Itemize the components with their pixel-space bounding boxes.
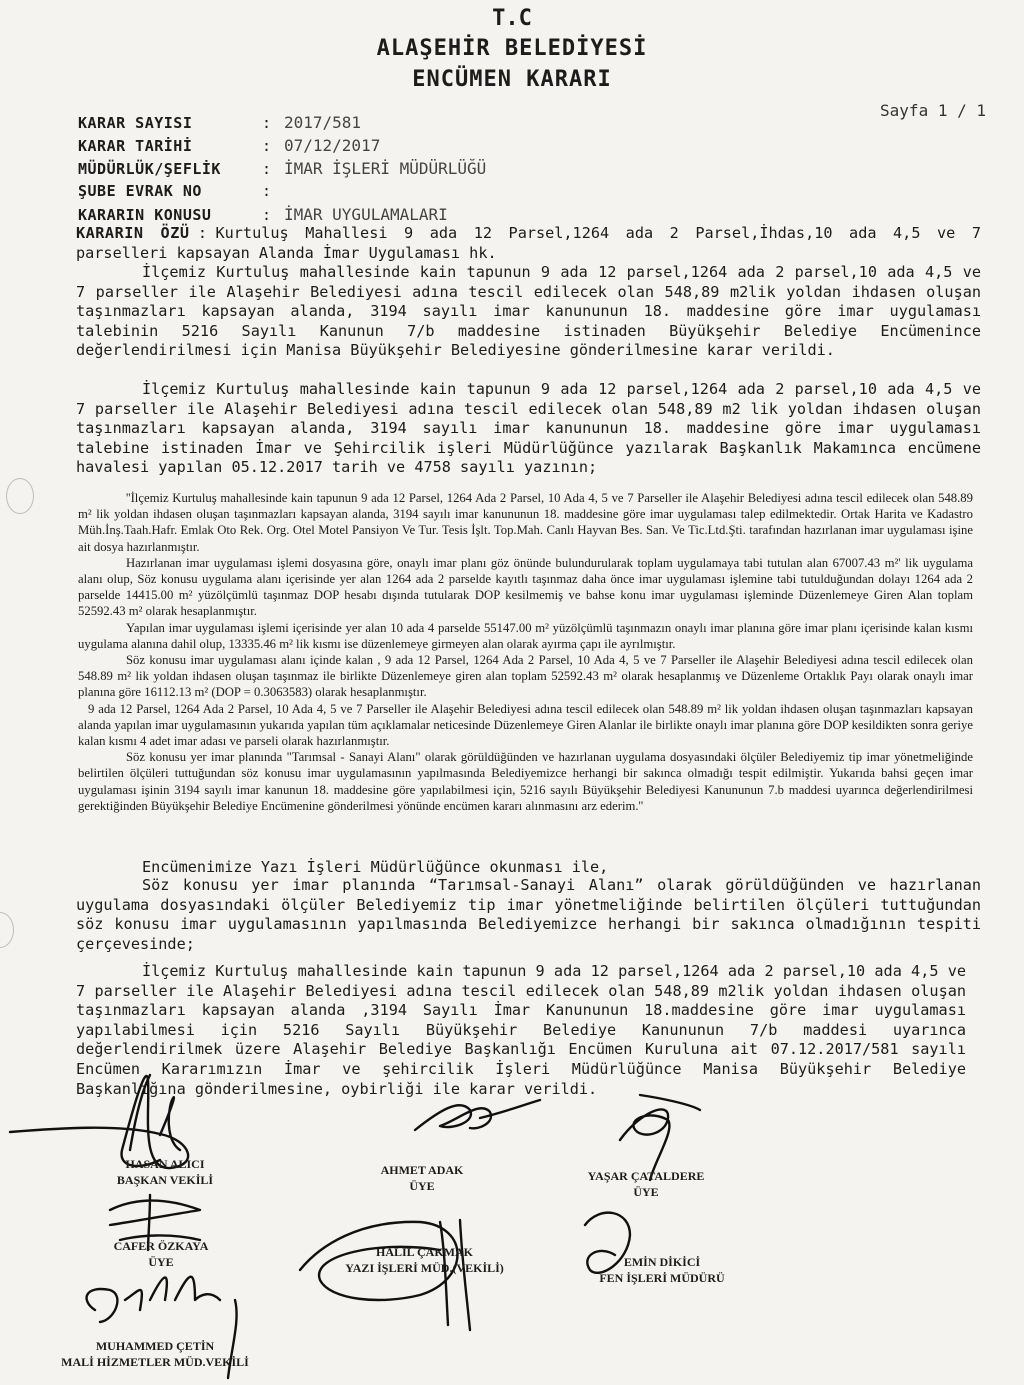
signatory-title: ÜYE bbox=[633, 1185, 659, 1199]
signatory-name: EMİN DİKİCİ bbox=[623, 1255, 701, 1269]
meta-value: İMAR UYGULAMALARI bbox=[284, 205, 448, 224]
meta-row-kararin-konusu: KARARIN KONUSU : İMAR UYGULAMALARI bbox=[78, 205, 448, 224]
quote-paragraph-5: 9 ada 12 Parsel, 1264 Ada 2 Parsel, 10 Ada 4, 5 ve 7 Parseller ile Alaşehir Belediyesi adına tescil edilecek olan 548.89 m² lik yoldan ihdasen oluşan taşınmazları kapsayan alanda yapılan imar uygulamasının yukarıda yapılan tüm açıklamalar neticesinde Düzenlemeye Giren Alanlar ile birlikte onaylı imar planına göre DOP kesildikten sonra geriye kalan kısmı 4 adet imar adası ve parseli olarak hazırlanmıştır. bbox=[78, 701, 973, 749]
signatory-title: FEN İŞLERİ MÜDÜRÜ bbox=[599, 1271, 725, 1285]
quoted-letter bbox=[78, 490, 973, 814]
meta-row-sube-evrak-no: ŞUBE EVRAK NO : bbox=[78, 182, 272, 200]
meta-label: KARAR SAYISI bbox=[78, 114, 193, 132]
quote-paragraph-1: ''İlçemiz Kurtuluş mahallesinde kain tapunun 9 ada 12 Parsel, 1264 Ada 2 Parsel, 10 Ada 4, 5 ve 7 Parseller ile Alaşehir Belediyesi adına tescil edilecek olan 548.89 m² lik yoldan ihdasen oluşan taşınmazları kapsayan alanda, 3194 sayılı imar kanununun 18. maddesine göre imar uygulaması talep edilmektedir. Ortak Harita ve Kadastro Müh.İnş.Taah.Hafr. Emlak Oto Rek. Org. Otel Motel Pansiyon Ve Tur. Tesis İşlt. Top.Mah. Canlı Hayvan Bes. San. Ve Tic.Ltd.Şti. tarafından hazırlanan imar uygulaması işine ait dosya hazırlanmıştır. bbox=[78, 491, 973, 554]
meta-row-karar-tarihi: KARAR TARİHİ : 07/12/2017 bbox=[78, 136, 381, 155]
meta-label: ŞUBE EVRAK NO bbox=[78, 182, 202, 200]
signatory-name: HALİL ÇAKMAK bbox=[375, 1245, 473, 1259]
signatory-title: YAZI İŞLERİ MÜD.(VEKİLİ) bbox=[345, 1261, 504, 1275]
municipality-heading: ALAŞEHİR BELEDİYESİ bbox=[376, 36, 648, 61]
meta-value: İMAR İŞLERİ MÜDÜRLÜĞÜ bbox=[284, 159, 487, 178]
country-heading: T.C bbox=[492, 6, 532, 31]
paragraph-2: İlçemiz Kurtuluş mahallesinde kain tapunun 9 ada 12 parsel,1264 ada 2 parsel,10 ada 4,5 ve 7 parseller ile Alaşehir Belediyesi adına tescil edilecek olan 548,89 m2 lik yoldan ihdasen oluşan taşınmazları kapsayan alanda, 3194 sayılı imar kanununun 18. maddesine göre imar uygulaması talebine istinaden İmar ve Şehircilik işleri Müdürlüğünce yazılarak Başkanlık Makamınca encümene havalesi yapılan 05.12.2017 tarih ve 4758 sayılı yazının; bbox=[76, 380, 981, 477]
signatory-title: BAŞKAN VEKİLİ bbox=[116, 1173, 214, 1187]
paragraph-5: İlçemiz Kurtuluş mahallesinde kain tapunun 9 ada 12 parsel,1264 ada 2 parsel,10 ada 4,5 ve 7 parseller ile Alaşehir Belediyesi adına tescil edilecek olan 548,89 m2lik yoldan ihdasen oluşan taşınmazları kapsayan alanda ,3194 Sayılı İmar Kanununun 18.maddesine göre imar uygulaması yapılabilmesi için 5216 Sayılı Büyükşehir Belediye Kanununun 7/b maddesi uyarınca değerlendirilmek üzere Alaşehir Belediye Başkanlığı Encümen Kuruluna ait 07.12.2017/581 sayılı Encümen Kararımızın İmar ve şehircilik İşleri Müdürlüğünce Manisa Büyükşehir Belediye Başkanlığına gönderilmesine, oybirliği ile karar verildi. bbox=[76, 962, 966, 1098]
quote-paragraph-2: Hazırlanan imar uygulaması işlemi dosyasına göre, onaylı imar planı göz önünde bulundurularak toplam uygulamaya tabi tutulan alan 67007.43 m²' lik uygulama alanı olup, Söz konusu uygulama alanı içerisinde yer alan 1264 ada 2 parselde kayıtlı taşınmaz daha önce imar uygulaması işlemine tabi tutulduğundan dolayı 1264 ada 2 parselde 14415.00 m² yüzölçümlü taşınmaz DOP hesabı dışında tutularak DOP kesilmemiş ve bahse konu imar uygulaması işleminde Düzenlemeye Giren Alan toplam 52592.43 m² olarak hesaplanmıştır. bbox=[78, 555, 973, 619]
signatory-uye-ozkaya bbox=[96, 1238, 226, 1270]
signatory-name: CAFER ÖZKAYA bbox=[113, 1239, 209, 1253]
signatory-baskan bbox=[100, 1156, 230, 1188]
paragraph-1: İlçemiz Kurtuluş mahallesinde kain tapunun 9 ada 12 parsel,1264 ada 2 parsel,10 ada 4,5 ve 7 parseller ile Alaşehir Belediyesi adına tescil edilecek olan 548,89 m2lik yoldan ihdasen oluşan taşınmazları kapsayan alanda, 3194 sayılı imar kanununun 18. maddesine göre imar uygulaması talebinin 5216 Sayılı Kanunun 7/b maddesine istinaden Büyükşehir Belediye Encümenince değerlendirilmesi için Manisa Büyükşehir Belediyesine gönderilmesine karar verildi. bbox=[76, 263, 981, 360]
summary-label: KARARIN ÖZÜ bbox=[76, 224, 190, 242]
signatory-name: AHMET ADAK bbox=[380, 1163, 464, 1177]
document-title: ENCÜMEN KARARI bbox=[412, 67, 612, 92]
signatory-mali-hizmetler bbox=[30, 1338, 280, 1370]
meta-row-karar-sayisi: KARAR SAYISI : 2017/581 bbox=[78, 113, 362, 132]
summary-text: Kurtuluş Mahallesi 9 ada 12 Parsel,1264 ada 2 Parsel,İhdas,10 ada 4,5 ve 7 parselleri kapsayan Alanda İmar Uygulaması hk. bbox=[76, 224, 981, 262]
punch-hole bbox=[6, 478, 34, 514]
signatory-title: MALİ HİZMETLER MÜD.VEKİLİ bbox=[61, 1355, 249, 1369]
signatory-name: HASAN ALICI bbox=[125, 1157, 205, 1171]
signatory-yazi-isleri bbox=[312, 1244, 537, 1276]
signatory-name: MUHAMMED ÇETİN bbox=[95, 1339, 215, 1353]
signatory-uye-cataldere bbox=[566, 1168, 726, 1200]
paragraph-4: Söz konusu yer imar planında “Tarımsal-Sanayi Alanı” olarak görüldüğünden ve hazırlanan uygulama dosyasındaki ölçüler Belediyemiz tip imar yönetmeliğinde belirtilen ölçüleri tuttuğundan söz konusu imar uygulamasının yapılmasında Belediyemizce herhangi bir sakınca olmadığının tespiti çerçevesinde; bbox=[76, 876, 981, 953]
handwritten-signatures bbox=[0, 1060, 1024, 1385]
signatory-title: ÜYE bbox=[148, 1255, 174, 1269]
quote-paragraph-3: Yapılan imar uygulaması işlemi içerisinde yer alan 10 ada 4 parselde 55147.00 m² yüzölçümlü taşınmazın onaylı imar planına göre imar planı içerisinde kalan kısmı uygulama alanına dahil olup, 13335.46 m² lik kısmı ise düzenlemeye girmeyen alan olarak ayırma çapı ile ayrılmıştır. bbox=[78, 620, 973, 651]
paragraph-3: Encümenimize Yazı İşleri Müdürlüğünce okunması ile, bbox=[142, 858, 609, 876]
quote-paragraph-4: Söz konusu imar uygulaması alanı içinde kalan , 9 ada 12 Parsel, 1264 Ada 2 Parsel, 10 Ada 4, 5 ve 7 Parseller ile Alaşehir Belediyesi adına tescil edilecek olan 548.89 m² lik yoldan ihdasen oluşan taşınmaz ile birlikte Düzenlemeye giren alan toplam 52592.43 m² olarak hesaplanmış ve Düzenleme Ortaklık Payı olarak onaylı imar planına göre 16112.13 m² (DOP = 0.3063583) olarak hesaplanmıştır. bbox=[78, 653, 973, 700]
signatory-fen-isleri bbox=[572, 1254, 752, 1286]
meta-label: KARAR TARİHİ bbox=[78, 137, 193, 155]
signatory-title: ÜYE bbox=[409, 1179, 435, 1193]
signatory-uye-adak bbox=[362, 1162, 482, 1194]
meta-label: KARARIN KONUSU bbox=[78, 206, 212, 224]
decision-summary: KARARIN ÖZÜ : Kurtuluş Mahallesi 9 ada 12 Parsel,1264 ada 2 Parsel,İhdas,10 ada 4,5 ve 7 parselleri kapsayan Alanda İmar Uygulaması hk. bbox=[76, 224, 981, 262]
meta-value: 07/12/2017 bbox=[284, 136, 381, 155]
meta-label: MÜDÜRLÜK/ŞEFLİK bbox=[78, 160, 221, 178]
signatory-name: YAŞAR ÇATALDERE bbox=[587, 1169, 705, 1183]
page-number: Sayfa 1 / 1 bbox=[880, 101, 986, 120]
quote-paragraph-6: Söz konusu yer imar planında "Tarımsal - Sanayi Alanı" olarak görüldüğünden ve hazırlanan uygulama dosyasındaki ölçüler Belediyemiz tip imar yönetmeliğinde belirtilen ölçüleri tuttuğundan söz konusu imar uygulamasının yapılmasında Belediyemizce herhangi bir sakınca olmadığı tespit edilmiştir. Yukarıda bahsi geçen imar uygulaması işinin 3194 sayılı imar kanunun 18. maddesine göre yapılabilmesi için, 5216 sayılı Büyükşehir Belediyesi Kanununun 7.b maddesi uyarınca değerlendirilmesi gerektiğinden Büyükşehir Belediye Encümenine gönderilmesi yönünde encümen kararı alınmasını arz ederim.'' bbox=[78, 750, 973, 813]
decision-meta bbox=[78, 113, 486, 228]
meta-row-mudurluk: MÜDÜRLÜK/ŞEFLİK : İMAR İŞLERİ MÜDÜRLÜĞÜ bbox=[78, 159, 487, 178]
meta-value: 2017/581 bbox=[284, 113, 362, 132]
punch-hole bbox=[0, 912, 14, 948]
